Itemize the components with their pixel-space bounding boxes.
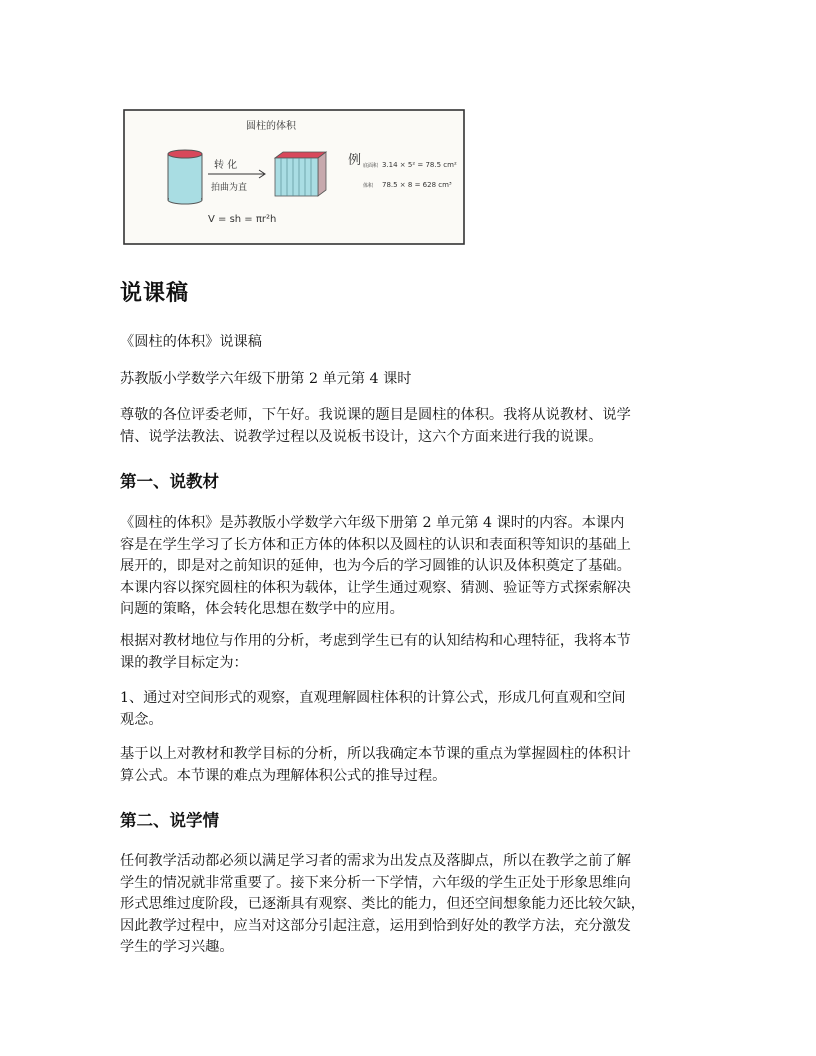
document-subtitle: 《圆柱的体积》说课稿 [120,334,262,350]
example-label: 例 [348,153,362,168]
row2-expr: 78.5 × 8 = 628 cm³ [382,181,452,189]
intro-paragraph: 尊敬的各位评委老师，下午好。我说课的题目是圆柱的体积。我将从说教材、说学 情、说学法教法、说教学过程以及说板书设计，这六个方面来进行我的说课。 [120,407,631,445]
board-figure [120,96,468,246]
arrow-top-label: 转 化 [214,160,238,171]
section2-paragraph-1: 任何教学活动都必须以满足学习者的需求为出发点及落脚点，所以在教学之前了解 学生的情况就非常重要了。接下来分析一下学情，六年级的学生正处于形象思维向 形式思维过度阶段，已逐渐具有观察、类比的能力，但还空间想象能力还比较欠缺， 因此教学过程中，应当对这部分引起注意，运用到恰到好处的教学方法，充分激发 学生的学习兴趣。 [120,853,645,955]
prism-drawing [275,152,326,196]
cylinder-drawing [168,150,202,204]
section-heading-student-analysis: 第二、说学情 [120,811,219,830]
row2-label: 体积 [363,183,374,189]
course-info: 苏教版小学数学六年级下册第 2 单元第 4 课时 [120,371,412,387]
row1-expr: 3.14 × 5² = 78.5 cm² [382,161,457,169]
row1-label: 底面积 [363,163,379,169]
document-title: 说课稿 [120,281,190,306]
section1-paragraph-3: 1、通过对空间形式的观察，直观理解圆柱体积的计算公式，形成几何直观和空间 观念。 [120,690,626,728]
section-heading-teaching-material: 第一、说教材 [120,472,219,491]
arrow-bottom-label: 拍曲为直 [211,183,248,193]
section1-paragraph-1: 《圆柱的体积》是苏教版小学数学六年级下册第 2 单元第 4 课时的内容。本课内 容是在学生学习了长方体和正方体的体积以及圆柱的认识和表面积等知识的基础上 展开的，即是对之前知识的延伸，也为今后的学习圆锥的认识及体积奠定了基础。 本课内容以探究圆柱的体积为载体，让学生通过观察、猜测、验证等方式探索解决 问题的策略，体会转化思想在数学中的应用。 [120,515,631,617]
figure-caption: 圆柱的体积 [246,121,296,132]
section1-paragraph-4: 基于以上对教材和教学目标的分析，所以我确定本节课的重点为掌握圆柱的体积计 算公式。本节课的难点为理解体积公式的推导过程。 [120,746,631,784]
volume-formula: V = sh = πr²h [208,214,277,225]
section1-paragraph-2: 根据对教材地位与作用的分析，考虑到学生已有的认知结构和心理特征，我将本节 课的教学目标定为： [120,633,631,671]
